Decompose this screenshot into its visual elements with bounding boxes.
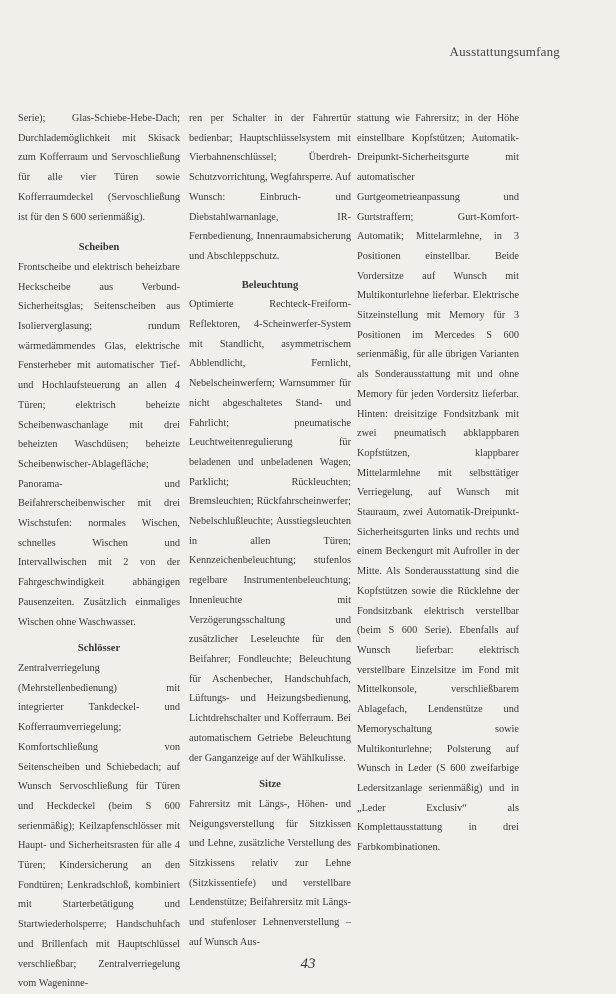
running-header: Ausstattungsumfang (449, 44, 560, 59)
text-column-2 (189, 109, 351, 953)
page-number: 43 (300, 956, 316, 972)
paragraph: Serie); Glas-Schiebe-Hebe-Dach; Durchlademöglichkeit mit Skisack zum Kofferraum und Servoschließung für alle vier Türen sowie Kofferraumdeckel (Servoschließung ist für den S 600 serienmäßig). (18, 113, 180, 223)
paragraph: Frontscheibe und elektrisch beheizbare Heckscheibe aus Verbund-Sicherheitsglas; Seitenscheiben aus Isolierverglasung; rundum wärmedämmendes Glas, elektrische Fensterheber mit automatischer Tief- und Hochlaufsteuerung an allen 4 Türen; elektrisch beheizte Scheibenwaschanlage mit drei beheizten Waschdüsen; beheizte Scheibenwischer-Ablagefläche; Panorama- und Beifahrerscheibenwischer mit drei Wischstufen: normales Wischen, schnelles Wischen und Intervallwischen mit 2 von der Fahrgeschwindigkeit abhängigen Pausenzeiten. Zusätzlich einmaliges Wischen ohne Waschwasser. (18, 261, 180, 628)
text-column-1 (18, 109, 180, 994)
section-heading: Schlösser (77, 643, 121, 655)
text-column-3 (357, 109, 519, 858)
paragraph: ren per Schalter in der Fahrertür bedienbar; Hauptschlüsselsystem mit Vierbahnenschlüssel; Überdreh-Schutzvorrichtung, Wegfahrsperre. Auf Wunsch: Einbruch- und Diebstahlwarnanlage, IR-Fernbedienung, Innenraumabsicherung und Abschleppschutz. (189, 113, 351, 262)
section-heading: Beleuchtung (241, 279, 299, 291)
paragraph: stattung wie Fahrersitz; in der Höhe einstellbare Kopfstützen; Automatik-Dreipunkt-Sicherheitsgurte mit automatischer Gurtgeometrieanpassung und Gurtstraffern; Gurt-Komfort-Automatik; Mittelarmlehne, in 3 Positionen einstellbar. Beide Vordersitze auf Wunsch mit Multikonturlehne lieferbar. Elektrische Sitzeinstellung mit Memory für 3 Positionen im Mercedes S 600 serienmäßig, für alle übrigen Varianten als Sonderausstattung mit und ohne Memory für jeden Vordersitz lieferbar. Hinten: dreisitzige Fondsitzbank mit zwei pneumatisch abklappbaren Kopfstützen, klappbarer Mittelarmlehne mit selbsttätiger Verriegelung, auf Wunsch mit Stauraum, zwei Automatik-Dreipunkt-Sicherheitsgurten links und rechts und einem Beckengurt mit Aufroller in der Mitte. Als Sonderausstattung sind die Kopfstützen sowie die Rücklehne der Fondsitzbank elektrisch verstellbar (beim S 600 Serie). Ebenfalls auf Wunsch lieferbar: elektrisch verstellbare Einzelsitze im Fond mit Mittelkonsole, verschließbarem Ablagefach, Lendenstütze und Memoryschaltung sowie Multikonturlehne; Polsterung auf Wunsch in Leder (S 600 zweifarbige Ledersitzanlage serienmäßig) und in „Leder Exclusiv“ als Komplettausstattung in drei Farbkombinationen. (357, 113, 519, 854)
paragraph: Optimierte Rechteck-Freiform-Reflektoren, 4-Scheinwerfer-System mit Standlicht, asymmetrischem Abblendlicht, Fernlicht, Nebelscheinwerfern; Warnsummer für nicht abgeschaltetes Stand- und Fahrlicht; pneumatische Leuchtweitenregulierung für beladenen und unbeladenen Wagen; Parklicht; Rückleuchten; Bremsleuchten; Rückfahrscheinwerfer; Nebelschlußleuchte; Ausstiegsleuchten in allen Türen; Kennzeichenbeleuchtung; stufenlos regelbare Instrumentenbeleuchtung; Innenleuchte mit Verzögerungsschaltung und zusätzlicher Leseleuchte für den Beifahrer; Fondleuchte; Beleuchtung für Aschenbecher, Handschuhfach, Lüftungs- und Heizungsbedienung, Lichtdrehschalter und Kofferraum. Bei automatischem Getriebe Beleuchtung der Ganganzeige auf der Wählkulisse. (189, 299, 351, 764)
paragraph: Zentralverriegelung (Mehrstellenbedienung) mit integrierter Tankdeckel- und Kofferraumverriegelung; Komfortschließung von Seitenscheiben und Schiebedach; auf Wunsch Servoschließung für Türen und Heckdeckel (beim S 600 serienmäßig); Keilzapfenschlösser mit Haupt- und Sicherheitsrasten für alle 4 Türen; Kindersicherung an den Fondtüren; Lenkradschloß, kombiniert mit Starterbetätigung und Startwiederholsperre; Handschuhfach und Brillenfach mit Hauptschlüssel verschließbar; Zentralverriegelung vom Wageninne- (18, 662, 180, 990)
section-heading: Scheiben (78, 242, 120, 254)
section-heading: Sitze (259, 779, 281, 791)
paragraph: Fahrersitz mit Längs-, Höhen- und Neigungsverstellung für Sitzkissen und Lehne, zusätzliche Verstellung des Sitzkissens relativ zur Lehne (Sitzkissentiefe) und verstellbare Lendenstütze; Beifahrersitz mit Längs- und stufenloser Lehnenverstellung – auf Wunsch Aus- (189, 798, 351, 948)
